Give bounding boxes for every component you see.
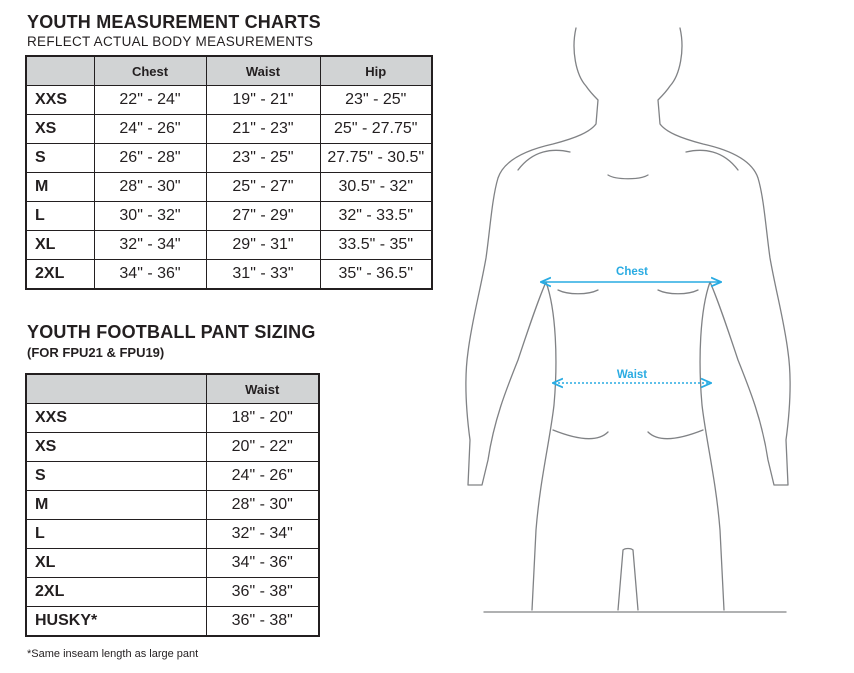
waist-cell: 24" - 26" <box>206 462 319 491</box>
hip-cell: 35" - 36.5" <box>320 260 432 290</box>
table-row <box>26 607 319 637</box>
chest-label: Chest <box>616 266 648 278</box>
size-cell: XS <box>26 433 206 462</box>
table-row <box>26 144 432 173</box>
size-cell: XS <box>26 115 94 144</box>
waist-cell: 27" - 29" <box>206 202 320 231</box>
size-cell: XXS <box>26 86 94 115</box>
hip-cell: 27.75" - 30.5" <box>320 144 432 173</box>
size-cell: M <box>26 173 94 202</box>
table-row <box>26 260 432 290</box>
table-row <box>26 462 319 491</box>
size-cell: M <box>26 491 206 520</box>
table-row <box>26 520 319 549</box>
pant-header-size <box>26 374 206 404</box>
waist-cell: 21" - 23" <box>206 115 320 144</box>
body-silhouette-right <box>658 28 790 610</box>
hip-cell: 32" - 33.5" <box>320 202 432 231</box>
waist-cell: 18" - 20" <box>206 404 319 433</box>
size-cell: XL <box>26 231 94 260</box>
table-row <box>26 433 319 462</box>
measurement-header-hip: Hip <box>320 56 432 86</box>
table-row <box>26 404 319 433</box>
size-cell: XXS <box>26 404 206 433</box>
waist-cell: 31" - 33" <box>206 260 320 290</box>
pant-header-row <box>26 374 319 404</box>
pant-sizing-title: YOUTH FOOTBALL PANT SIZING <box>27 322 316 342</box>
table-row <box>26 231 432 260</box>
chest-cell: 34" - 36" <box>94 260 206 290</box>
chest-cell: 22" - 24" <box>94 86 206 115</box>
body-outline <box>466 28 790 612</box>
size-cell: 2XL <box>26 260 94 290</box>
waist-cell: 36" - 38" <box>206 607 319 637</box>
table-row <box>26 86 432 115</box>
table-row <box>26 173 432 202</box>
waist-cell: 32" - 34" <box>206 520 319 549</box>
size-cell: S <box>26 144 94 173</box>
hip-cell: 30.5" - 32" <box>320 173 432 202</box>
body-silhouette <box>466 28 598 610</box>
hip-cell: 25" - 27.75" <box>320 115 432 144</box>
table-row <box>26 202 432 231</box>
measurement-header-waist: Waist <box>206 56 320 86</box>
table-row <box>26 549 319 578</box>
waist-cell: 25" - 27" <box>206 173 320 202</box>
chest-cell: 24" - 26" <box>94 115 206 144</box>
waist-label: Waist <box>616 369 648 381</box>
hip-cell: 33.5" - 35" <box>320 231 432 260</box>
table-row <box>26 578 319 607</box>
waist-cell: 29" - 31" <box>206 231 320 260</box>
body-outline-figure <box>458 20 798 620</box>
chest-cell: 32" - 34" <box>94 231 206 260</box>
measurement-table <box>25 55 433 290</box>
size-cell: HUSKY* <box>26 607 206 637</box>
pant-sizing-table <box>25 373 320 637</box>
measurement-chart-subtitle: REFLECT ACTUAL BODY MEASUREMENTS <box>27 34 314 49</box>
chest-cell: 30" - 32" <box>94 202 206 231</box>
size-cell: S <box>26 462 206 491</box>
footnote: *Same inseam length as large pant <box>27 648 199 660</box>
measurement-header-row <box>26 56 432 86</box>
waist-cell: 20" - 22" <box>206 433 319 462</box>
size-cell: L <box>26 202 94 231</box>
waist-cell: 23" - 25" <box>206 144 320 173</box>
inner-legs <box>618 549 638 611</box>
pant-sizing-subtitle: (FOR FPU21 & FPU19) <box>27 345 165 360</box>
measurement-header-size <box>26 56 94 86</box>
table-row <box>26 491 319 520</box>
chest-cell: 28" - 30" <box>94 173 206 202</box>
chest-cell: 26" - 28" <box>94 144 206 173</box>
size-cell: 2XL <box>26 578 206 607</box>
table-row <box>26 115 432 144</box>
hip-cell: 23" - 25" <box>320 86 432 115</box>
waist-cell: 28" - 30" <box>206 491 319 520</box>
pant-header-waist: Waist <box>206 374 319 404</box>
pectoral-lines <box>518 150 738 178</box>
waist-cell: 36" - 38" <box>206 578 319 607</box>
measurement-header-chest: Chest <box>94 56 206 86</box>
size-cell: L <box>26 520 206 549</box>
abdominal-lines <box>553 290 703 439</box>
size-cell: XL <box>26 549 206 578</box>
waist-cell: 19" - 21" <box>206 86 320 115</box>
waist-cell: 34" - 36" <box>206 549 319 578</box>
measurement-chart-title: YOUTH MEASUREMENT CHARTS <box>27 12 321 32</box>
